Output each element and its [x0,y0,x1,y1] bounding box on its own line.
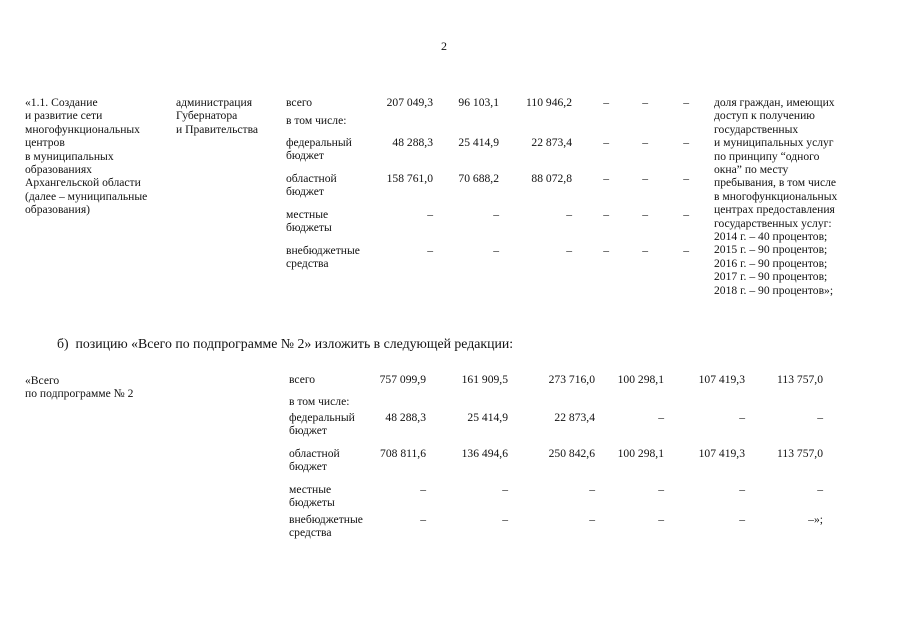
value-cell: 757 099,9 [379,373,426,386]
value-cell: 88 072,8 [531,172,572,185]
value-cell: – [683,96,689,109]
value-cell: – [493,244,499,257]
value-cell: 107 419,3 [698,373,745,386]
value-cell: – [566,244,572,257]
value-cell: – [642,208,648,221]
row-label: внебюджетные средства [286,244,360,271]
value-cell: – [642,244,648,257]
value-cell: – [642,136,648,149]
value-cell: – [603,96,609,109]
value-cell: – [502,483,508,496]
value-cell: 113 757,0 [777,447,823,460]
value-cell: – [683,244,689,257]
value-cell: –»; [808,513,823,526]
value-cell: – [739,411,745,424]
value-cell: 708 811,6 [380,447,426,460]
value-cell: – [683,136,689,149]
value-cell: – [658,483,664,496]
value-cell: 22 873,4 [531,136,572,149]
value-cell: – [420,483,426,496]
value-cell: – [493,208,499,221]
value-cell: – [603,136,609,149]
value-cell: – [642,172,648,185]
value-cell: 250 842,6 [548,447,595,460]
row-label: всего [289,373,316,386]
value-cell: 207 049,3 [386,96,433,109]
row-label: местные бюджеты [286,208,332,235]
value-cell: 100 298,1 [617,447,664,460]
value-cell: 100 298,1 [617,373,664,386]
value-cell: 107 419,3 [698,447,745,460]
value-cell: 136 494,6 [461,447,508,460]
value-cell: – [603,208,609,221]
value-cell: – [589,483,595,496]
value-cell: – [603,244,609,257]
value-cell: 110 946,2 [526,96,572,109]
value-cell: – [817,483,823,496]
row-label: местные бюджеты [289,483,335,510]
value-cell: 25 414,9 [458,136,499,149]
value-cell: – [420,513,426,526]
result-indicator: доля граждан, имеющих доступ к получению государственных и муниципальных услуг по принципу “одного окна” по месту пребывания, в том числе в многофункциональных центрах предоставления государственных услуг: 2014 г. – 40 процентов; 2015 г. – 90 процентов; 2016 г. – 90 процентов; 2017 г. – 90 процентов; 2018 г. – 90 процентов»; [714,96,838,297]
paragraph-b: б) позицию «Всего по подпрограмме № 2» изложить в следующей редакции: [57,336,514,351]
value-cell: 96 103,1 [458,96,499,109]
value-cell: 22 873,4 [554,411,595,424]
row-label: в том числе: [289,395,350,408]
value-cell: – [683,208,689,221]
row-label: всего [286,96,313,109]
value-cell: – [589,513,595,526]
row-label: областной бюджет [286,172,337,199]
subprogram-total-title: «Всего по подпрограмме № 2 [25,374,134,401]
value-cell: – [603,172,609,185]
value-cell: – [658,411,664,424]
value-cell: 70 688,2 [458,172,499,185]
page-number: 2 [441,39,447,53]
value-cell: – [658,513,664,526]
measure-description: «1.1. Создание и развитие сети многофункциональных центров в муниципальных образованиях Архангельской области (далее – муниципальные образования) [25,96,148,217]
value-cell: 48 288,3 [392,136,433,149]
value-cell: – [739,483,745,496]
row-label: областной бюджет [289,447,340,474]
value-cell: – [566,208,572,221]
value-cell: – [502,513,508,526]
value-cell: 113 757,0 [777,373,823,386]
row-label: в том числе: [286,114,347,127]
value-cell: – [642,96,648,109]
value-cell: – [427,208,433,221]
value-cell: – [427,244,433,257]
value-cell: – [817,411,823,424]
value-cell: 273 716,0 [548,373,595,386]
row-label: федеральный бюджет [286,136,352,163]
value-cell: 25 414,9 [467,411,508,424]
value-cell: 158 761,0 [386,172,433,185]
row-label: внебюджетные средства [289,513,363,540]
value-cell: 48 288,3 [385,411,426,424]
value-cell: 161 909,5 [461,373,508,386]
row-label: федеральный бюджет [289,411,355,438]
value-cell: – [683,172,689,185]
executor-description: администрация Губернатора и Правительства [176,96,259,136]
value-cell: – [739,513,745,526]
